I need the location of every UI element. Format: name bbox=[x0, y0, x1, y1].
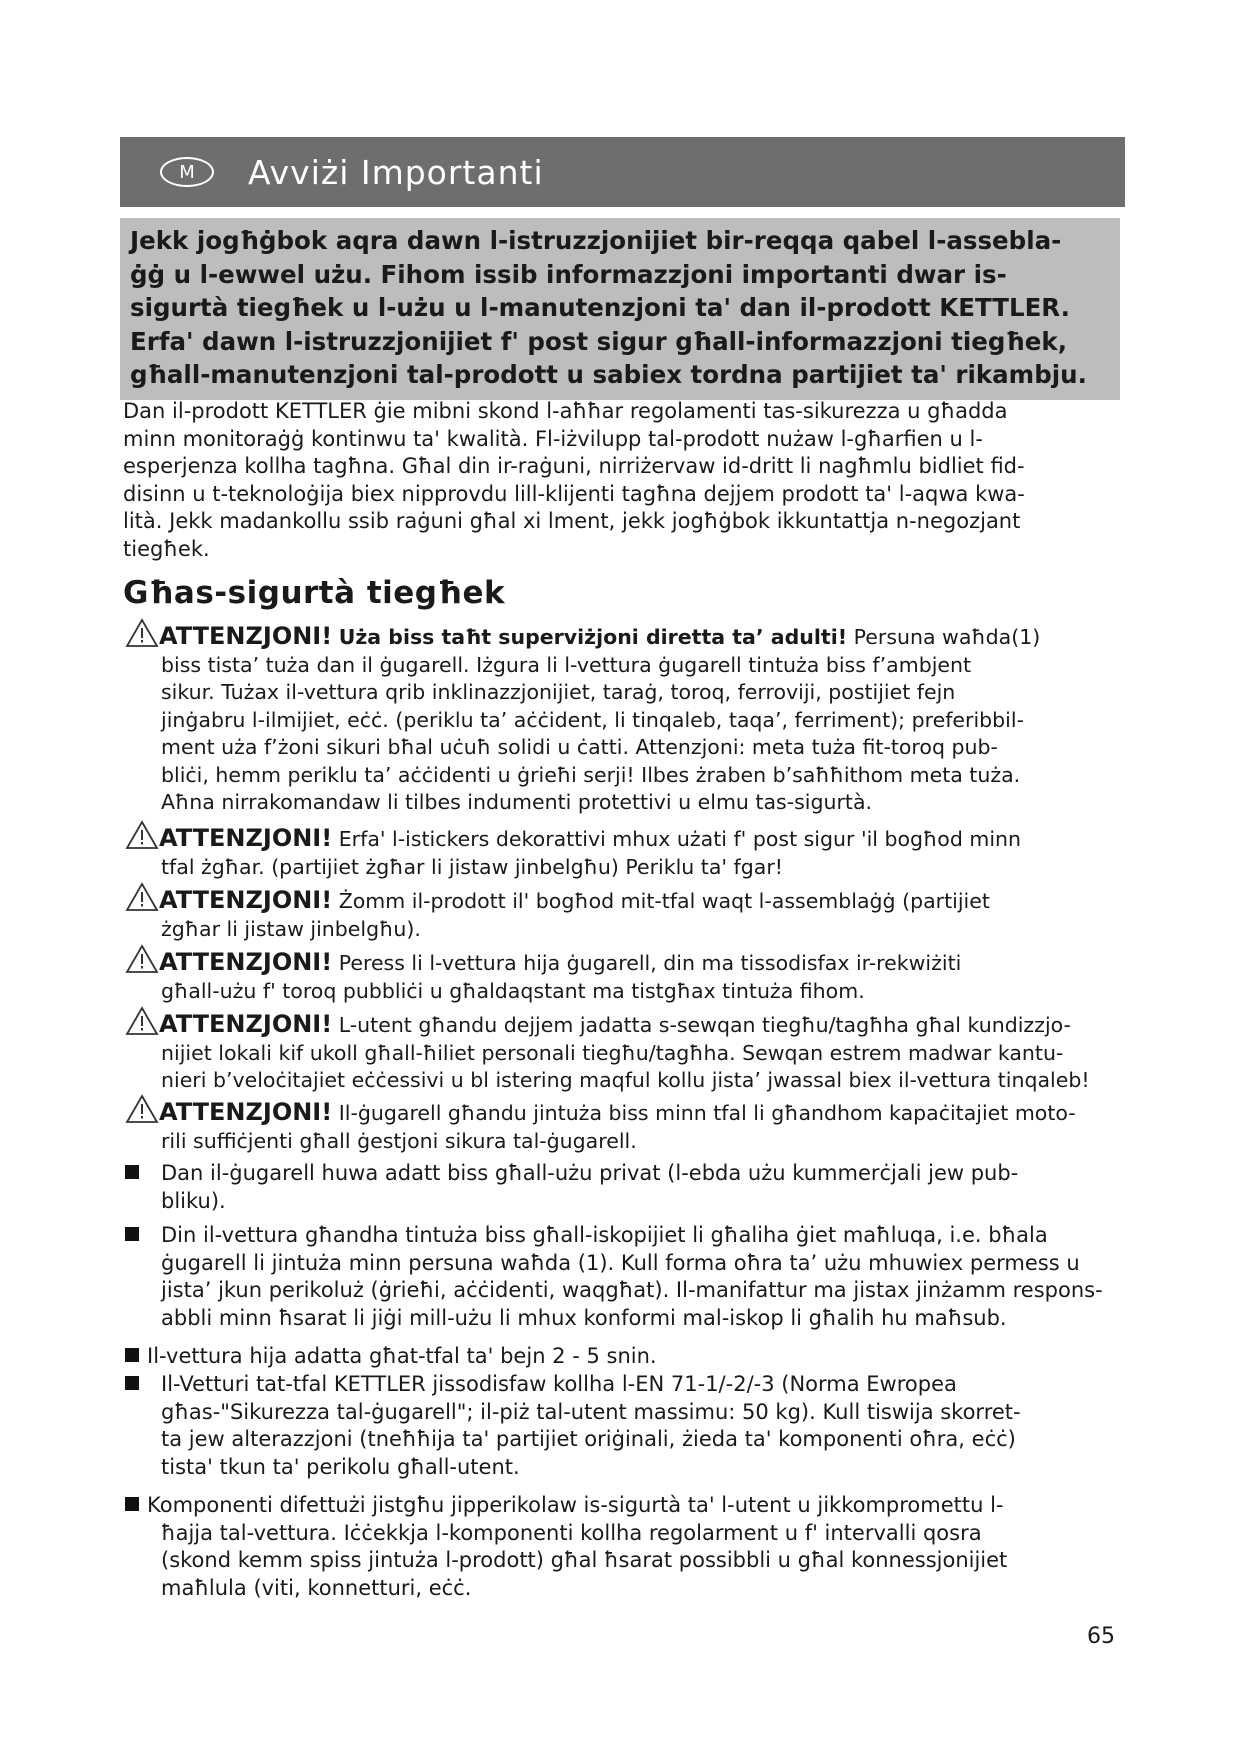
square-bullet-icon bbox=[125, 1497, 139, 1511]
language-badge bbox=[160, 157, 214, 187]
bullet-text: Dan il-ġugarell huwa adatt biss għall-użu privat (l-ebda użu kummerċjali jew pub- bbox=[161, 1161, 1019, 1185]
language-badge-label: M bbox=[179, 161, 195, 183]
warning-block bbox=[125, 1094, 1165, 1155]
warning-block bbox=[125, 1006, 1165, 1095]
page-number: 65 bbox=[1087, 1624, 1115, 1649]
warning-label: ATTENZJONI! bbox=[159, 1010, 333, 1038]
paragraph-line: Dan il-prodott KETTLER ġie mibni skond l-aħħar regolamenti tas-sikurezza u għadda bbox=[123, 399, 1008, 423]
bullet-text: Komponenti difettużi jistgħu jipperikolaw is-sigurtà ta' l-utent u jikkompromettu l- bbox=[147, 1493, 1004, 1517]
bullet-line: maħlula (viti, konnetturi, eċċ. bbox=[161, 1575, 472, 1600]
warning-line: tfal żgħar. (partijiet żgħar li jistaw jinbelgħu) Periklu ta' fgar! bbox=[161, 854, 783, 879]
bullet-line: abbli minn ħsarat li jiġi mill-użu li mhux konformi mal-iskop li għalih hu maħsub. bbox=[161, 1305, 1007, 1330]
warning-line: sikur. Tużax il-vettura qrib inklinazzjonijiet, taraġ, toroq, ferroviji, postijiet fejn bbox=[161, 680, 956, 704]
bullet-line: (skond kemm spiss jintuża l-prodott) għal ħsarat possibbli u għal konnessjonijiet bbox=[161, 1548, 1008, 1572]
intro-line: ġġ u l-ewwel użu. Fihom issib informazzjoni importanti dwar is- bbox=[130, 259, 1007, 289]
bullet-item bbox=[125, 1343, 1165, 1371]
intro-line: għall-manutenzjoni tal-prodott u sabiex tordna partijiet ta' rikambju. bbox=[130, 360, 1087, 389]
bullet-item bbox=[125, 1371, 1165, 1481]
paragraph-line: minn monitoraġġ kontinwu ta' kwalità. Fl-iżvilupp tal-prodott nużaw l-għarfien u l- bbox=[123, 426, 983, 451]
warning-line: biss tista’ tuża dan il ġugarell. Iżgura li l-vettura ġugarell tintuża biss f’ambjent bbox=[161, 652, 972, 677]
warning-block bbox=[125, 882, 1165, 943]
bullet-line: ħajja tal-vettura. Iċċekkja l-komponenti kollha regolarment u f' intervalli qosra bbox=[161, 1520, 982, 1545]
square-bullet-icon bbox=[125, 1376, 139, 1390]
warning-triangle-icon bbox=[125, 1006, 159, 1036]
warning-block bbox=[125, 820, 1165, 881]
bullet-text: Din il-vettura għandha tintuża biss għall-iskopijiet li għaliha ġiet maħluqa, i.e. bħala bbox=[161, 1223, 1048, 1247]
bullet-line: tista' tkun ta' perikolu għall-utent. bbox=[161, 1454, 520, 1479]
warning-text: Il-ġugarell għandu jintuża biss minn tfal li għandhom kapaċitajiet moto- bbox=[338, 1101, 1076, 1125]
bullet-item bbox=[125, 1222, 1165, 1332]
square-bullet-icon bbox=[125, 1348, 139, 1362]
warning-line: Aħna nirrakomandaw li tilbes indumenti protettivi u elmu tas-sigurtà. bbox=[161, 790, 873, 814]
bullet-text: Il-Vetturi tat-tfal KETTLER jissodisfaw kollha l-EN 71-1/-2/-3 (Norma Ewropea bbox=[161, 1372, 957, 1396]
bullet-text: Il-vettura hija adatta għat-tfal ta' bejn 2 - 5 snin. bbox=[147, 1344, 657, 1368]
warning-line: nieri b’veloċitajiet eċċessivi u bl istering maqful kollu jista’ jwassal biex il-vettura tinqaleb! bbox=[161, 1068, 1090, 1092]
warning-line: bliċi, hemm periklu ta’ aċċidenti u ġrieħi serji! Ilbes żraben b’saħħithom meta tuża. bbox=[161, 762, 1021, 787]
warning-text: L-utent għandu dejjem jadatta s-sewqan tiegħu/tagħha għal kundizzjo- bbox=[338, 1013, 1071, 1037]
warning-label: ATTENZJONI! bbox=[159, 622, 333, 650]
intro-line: sigurtà tiegħek u l-użu u l-manutenzjoni ta' dan il-prodott KETTLER. bbox=[130, 293, 1070, 322]
bullet-line: ta jew alterazzjoni (tneħħija ta' partijiet oriġinali, żieda ta' komponenti oħra, eċċ) bbox=[161, 1427, 1016, 1451]
bullet-item bbox=[125, 1492, 1165, 1602]
warning-triangle-icon bbox=[125, 618, 159, 648]
warning-line: jinġabru l-ilmijiet, eċċ. (periklu ta’ aċċident, li tinqaleb, taqa’, ferriment); preferibbil- bbox=[161, 707, 1024, 732]
warning-triangle-icon bbox=[125, 882, 159, 912]
intro-line: Jekk jogħġbok aqra dawn l-istruzzjonijiet bir-reqqa qabel l-assebla- bbox=[130, 226, 1062, 255]
square-bullet-icon bbox=[125, 1227, 139, 1241]
warning-label: ATTENZJONI! bbox=[159, 1098, 333, 1126]
bullet-line: għas-"Sikurezza tal-ġugarell"; il-piż tal-utent massimu: 50 kg). Kull tiswija skorret- bbox=[161, 1399, 1021, 1424]
section-banner bbox=[120, 137, 1125, 207]
intro-paragraph bbox=[123, 398, 1153, 563]
warning-block bbox=[125, 944, 1165, 1005]
warning-line: żgħar li jistaw jinbelgħu). bbox=[161, 916, 421, 941]
bullet-item bbox=[125, 1160, 1165, 1215]
warning-line: nijiet lokali kif ukoll għall-ħiliet personali tiegħu/tagħha. Sewqan estrem madwar kantu- bbox=[161, 1040, 1064, 1065]
paragraph-line: tiegħek. bbox=[123, 536, 210, 561]
warning-emphasis: Uża biss taħt superviżjoni diretta ta’ adulti! bbox=[338, 625, 848, 649]
paragraph-line: disinn u t-teknoloġija biex nipprovdu lill-klijenti tagħna dejjem prodott ta' l-aqwa kwa- bbox=[123, 481, 1025, 506]
warning-triangle-icon bbox=[125, 820, 159, 850]
square-bullet-icon bbox=[125, 1165, 139, 1179]
intro-box bbox=[120, 218, 1120, 400]
warning-label: ATTENZJONI! bbox=[159, 948, 333, 976]
bullet-line: jista’ jkun perikoluż (ġrieħi, aċċidenti, waqgħat). Il-manifattur ma jistax jinżamm respons- bbox=[161, 1278, 1103, 1302]
paragraph-line: lità. Jekk madankollu ssib raġuni għal xi lment, jekk jogħġbok ikkuntattja n-negozjant bbox=[123, 509, 1021, 533]
warning-text: Żomm il-prodott il' bogħod mit-tfal waqt l-assemblaġġ (partijiet bbox=[338, 889, 990, 913]
warning-label: ATTENZJONI! bbox=[159, 824, 333, 852]
bullet-line: bliku). bbox=[161, 1188, 226, 1213]
warning-triangle-icon bbox=[125, 944, 159, 974]
section-heading: Għas-sigurtà tiegħek bbox=[123, 575, 506, 611]
warning-line: għall-użu f' toroq pubbliċi u għaldaqstant ma tistgħax tintuża fihom. bbox=[161, 978, 865, 1003]
paragraph-line: esperjenza kollha tagħna. Għal din ir-raġuni, nirriżervaw id-dritt li nagħmlu bidliet fid- bbox=[123, 454, 1025, 478]
warning-text: Erfa' l-istickers dekorattivi mhux użati f' post sigur 'il bogħod minn bbox=[338, 827, 1022, 851]
bullet-line: ġugarell li jintuża minn persuna waħda (1). Kull forma oħra ta’ użu mhuwiex permess u bbox=[161, 1250, 1080, 1275]
warning-text: Peress li l-vettura hija ġugarell, din ma tissodisfax ir-rekwiżiti bbox=[338, 951, 962, 975]
page-title: Avviżi Importanti bbox=[248, 152, 544, 192]
warning-triangle-icon bbox=[125, 1094, 159, 1124]
warning-text: Persuna waħda(1) bbox=[853, 625, 1041, 649]
warning-block bbox=[125, 618, 1165, 817]
intro-line: Erfa' dawn l-istruzzjonijiet f' post sigur għall-informazzjoni tiegħek, bbox=[130, 326, 1068, 356]
warning-line: ment uża f’żoni sikuri bħal uċuħ solidi u ċatti. Attenzjoni: meta tuża fit-toroq pub- bbox=[161, 735, 998, 759]
warning-line: rili suffiċjenti għall ġestjoni sikura tal-ġugarell. bbox=[161, 1128, 637, 1153]
warning-label: ATTENZJONI! bbox=[159, 886, 333, 914]
